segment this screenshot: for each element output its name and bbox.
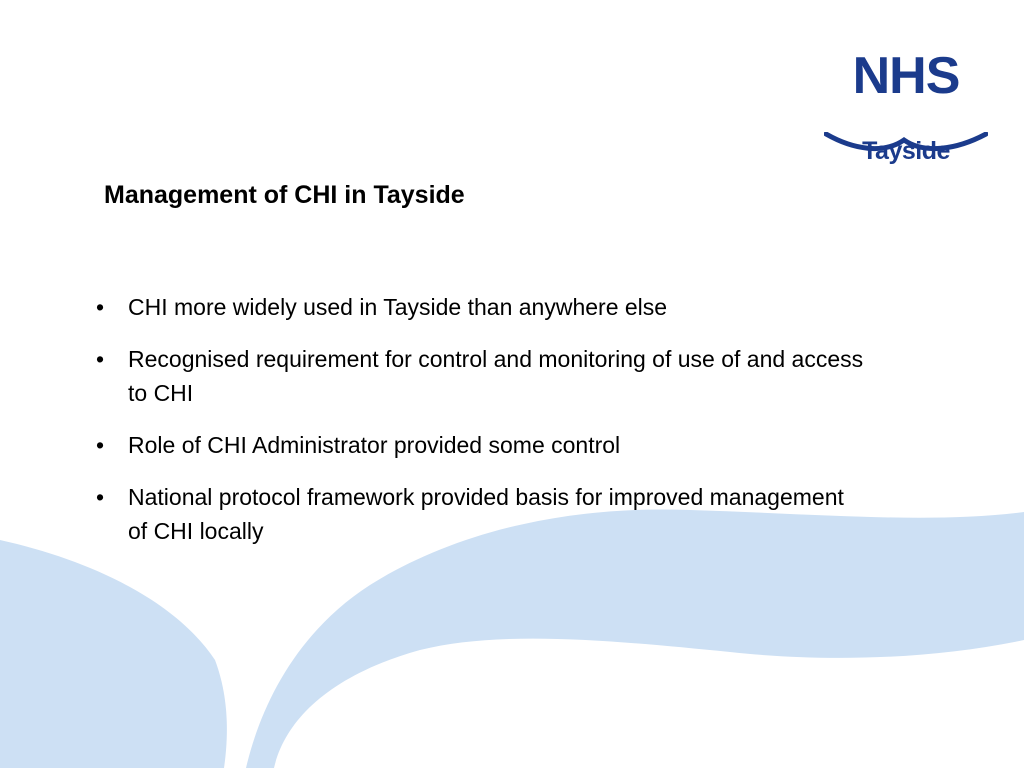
bullet-dot-icon: • <box>96 294 105 320</box>
bullet-item <box>96 342 866 410</box>
bullet-text: Role of CHI Administrator provided some control <box>128 432 621 458</box>
bullet-text: CHI more widely used in Tayside than anywhere else <box>128 294 668 320</box>
left-wave-shape <box>0 540 227 768</box>
bullet-item <box>96 428 866 462</box>
bullet-text: National protocol framework provided basis for improved management of CHI locally <box>128 484 844 544</box>
bullet-text: Recognised requirement for control and monitoring of use of and access to CHI <box>128 346 864 406</box>
bullet-item <box>96 290 866 324</box>
logo-board-text: Tayside <box>862 137 950 165</box>
nhs-tayside-logo <box>818 47 994 170</box>
bullet-item <box>96 480 866 548</box>
bullet-dot-icon: • <box>96 484 105 510</box>
bullet-dot-icon: • <box>96 346 105 372</box>
bullet-dot-icon: • <box>96 432 105 458</box>
bullet-list <box>96 290 866 566</box>
logo-nhs-text: NHS <box>852 47 960 105</box>
page-title: Management of CHI in Tayside <box>104 181 465 209</box>
